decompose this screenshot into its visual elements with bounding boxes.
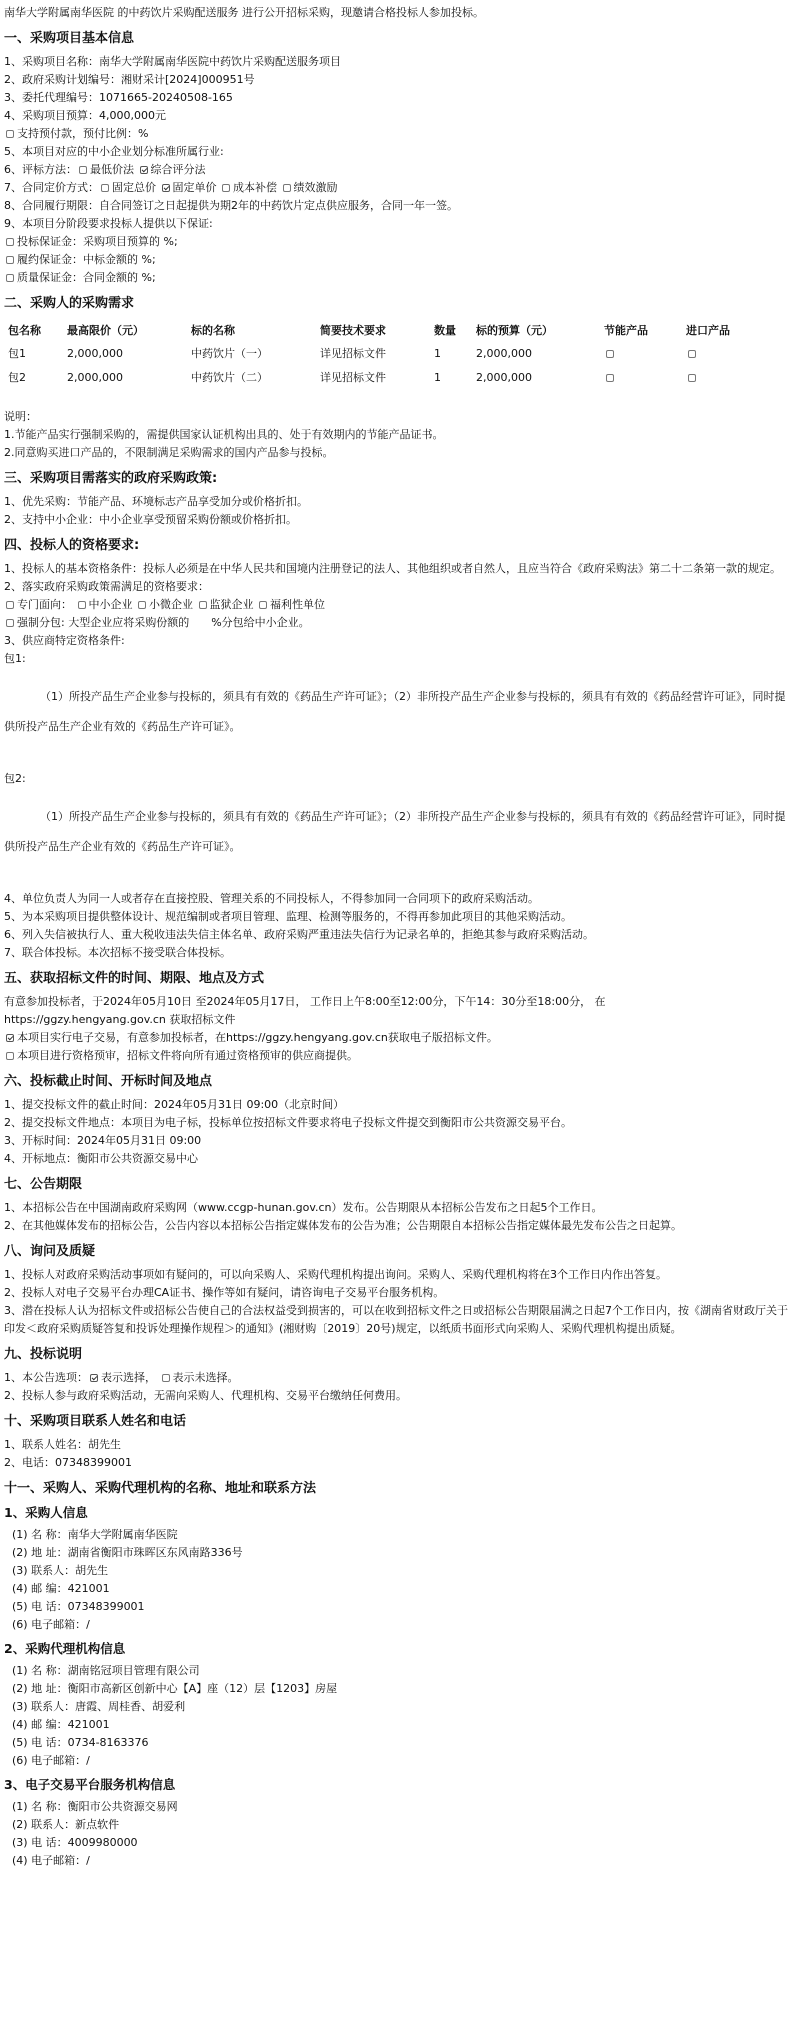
imported-cell (682, 366, 750, 390)
special-target-label: 专门面向： (17, 598, 72, 611)
prequalification-label: 本项目进行资格预审，招标文件将向所有通过资格预审的供应商提供。 (17, 1049, 358, 1062)
performance-guarantee-checkbox (6, 256, 14, 264)
pricing-method-label: 7、合同定价方式： (4, 181, 99, 194)
fixed-total-label: 固定总价 (112, 181, 156, 194)
table-cell: 详见招标文件 (320, 371, 386, 384)
opening-time: 3、开标时间：2024年05月31日 09:00 (4, 1134, 202, 1147)
qualification-6: 6、列入失信被执行人、重大税收违法失信主体名单、政府采购严重违法失信行为记录名单的，拒绝其参与政府采购活动。 (4, 928, 594, 941)
policy-priority: 1、优先采购：节能产品、环境标志产品享受加分或价格折扣。 (4, 495, 308, 508)
package-1-label: 包1: (4, 652, 26, 665)
quality-guarantee-checkbox (6, 274, 14, 282)
fixed-total-checkbox (101, 184, 109, 192)
table-cell: 2,000,000 (67, 347, 123, 360)
legend-unselected-label: 表示未选择。 (172, 1371, 239, 1384)
purchaser-info (4, 1526, 796, 1634)
col-header: 节能产品 (604, 324, 648, 337)
section-9-title: 九、投标说明 (4, 1347, 83, 1362)
platform-contact: (2) 联系人：新点软件 (12, 1818, 120, 1831)
prepayment-checkbox (6, 130, 14, 138)
section-8-title: 八、询问及质疑 (4, 1244, 96, 1259)
table-cell: 详见招标文件 (320, 347, 386, 360)
section-7-title: 七、公告期限 (4, 1177, 83, 1192)
quality-guarantee-line (4, 269, 796, 287)
section-11-title: 十一、采购人、采购代理机构的名称、地址和联系方法 (4, 1481, 317, 1496)
col-header: 标的名称 (191, 324, 235, 337)
bid-guarantee-checkbox (6, 238, 14, 246)
section-5-title: 五、获取招标文件的时间、期限、地点及方式 (4, 971, 265, 986)
purchaser-email: (6) 电子邮箱：/ (12, 1618, 90, 1631)
package-1-requirements: （1）所投产品生产企业参与投标的，须具有有效的《药品生产许可证》；（2）非所投产品生产企业参与投标的，须具有有效的《药品经营许可证》，同时提供所投产品生产企业有效的《药品生产许可证》。 (4, 690, 786, 733)
section-2-title: 二、采购人的采购需求 (4, 296, 135, 311)
table-cell: 中药饮片（二） (191, 371, 268, 384)
comprehensive-score-checkbox (140, 166, 148, 174)
agency-name: (1) 名 称：湖南铭冠项目管理有限公司 (12, 1664, 200, 1677)
legend-line (4, 1369, 796, 1387)
platform-phone: (3) 电 话：4009980000 (12, 1836, 138, 1849)
package-2-label: 包2: (4, 772, 26, 785)
col-header: 最高限价（元） (67, 324, 144, 337)
col-header: 进口产品 (686, 324, 730, 337)
opening-location: 4、开标地点：衡阳市公共资源交易中心 (4, 1152, 198, 1165)
bid-guarantee-label: 投标保证金：采购项目预算的 %; (17, 235, 178, 248)
col-header: 标的预算（元） (476, 324, 553, 337)
policy-sme: 2、支持中小企业：中小企业享受预留采购份额或价格折扣。 (4, 513, 297, 526)
col-header: 简要技术要求 (320, 324, 386, 337)
section-4-title: 四、投标人的资格要求: (4, 538, 140, 553)
guarantee-intro: 9、本项目分阶段要求投标人提供以下保证: (4, 217, 213, 230)
electronic-trade-checkbox (6, 1034, 14, 1042)
bid-location: 2、提交投标文件地点：本项目为电子标，投标单位按招标文件要求将电子投标文件提交到衡阳市公共资源交易平台。 (4, 1116, 572, 1129)
legend-unselected-checkbox (162, 1374, 170, 1382)
purchaser-contact: (3) 联系人：胡先生 (12, 1564, 109, 1577)
welfare-checkbox (259, 601, 267, 609)
industry-line: 5、本项目对应的中小企业划分标准所属行业: (4, 145, 224, 158)
quality-guarantee-label: 质量保证金：合同金额的 %; (17, 271, 156, 284)
energy-saving-cell (600, 366, 682, 390)
qualification-7: 7、联合体投标。本次招标不接受联合体投标。 (4, 946, 231, 959)
micro-checkbox (138, 601, 146, 609)
eval-method-label: 6、评标方法： (4, 163, 77, 176)
platform-name: (1) 名 称：衡阳市公共资源交易网 (12, 1800, 178, 1813)
bid-guarantee-line (4, 233, 796, 251)
contact-name: 1、联系人姓名：胡先生 (4, 1438, 121, 1451)
prequalification-line (4, 1047, 796, 1065)
contact-phone: 2、电话：07348399001 (4, 1456, 132, 1469)
platform-info-title: 3、电子交易平台服务机构信息 (4, 1777, 176, 1792)
table-cell: 2,000,000 (476, 371, 532, 384)
table-header-row (4, 319, 750, 342)
imported-checkbox (688, 374, 696, 382)
sme-checkbox (78, 601, 86, 609)
special-target-checkbox (6, 601, 14, 609)
policy-qualification: 2、落实政府采购政策需满足的资格要求： (4, 580, 209, 593)
inquiry-2: 2、投标人对电子交易平台办理CA证书、操作等如有疑问，请咨询电子交易平台服务机构。 (4, 1286, 445, 1299)
purchaser-info-title: 1、采购人信息 (4, 1505, 88, 1520)
project-name: 1、采购项目名称：南华大学附属南华医院中药饮片采购配送服务项目 (4, 55, 341, 68)
lowest-price-label: 最低价法 (90, 163, 134, 176)
performance-guarantee-line (4, 251, 796, 269)
qualification-5: 5、为本采购项目提供整体设计、规范编制或者项目管理、监理、检测等服务的，不得再参加此项目的其他采购活动。 (4, 910, 572, 923)
imported-cell (682, 342, 750, 366)
table-cell: 包1 (8, 347, 26, 360)
table-cell: 2,000,000 (476, 347, 532, 360)
pricing-method-line (4, 179, 796, 197)
plan-number: 2、政府采购计划编号：湘财采计[2024]000951号 (4, 73, 255, 86)
requirements-table (4, 319, 750, 390)
doc-period: 有意参加投标者，于2024年05月10日 至2024年05月17日， 工作日上午8:00至12:00分，下午14：30分至18:00分， 在 (4, 995, 606, 1008)
prepayment-label: 支持预付款，预付比例：% (17, 127, 149, 140)
electronic-trade-line (4, 1029, 796, 1047)
platform-info (4, 1798, 796, 1870)
purchaser-address: (2) 地 址：湖南省衡阳市珠晖区东风南路336号 (12, 1546, 243, 1559)
legend-prefix: 1、本公告选项： (4, 1371, 88, 1384)
col-header: 数量 (434, 324, 456, 337)
table-cell: 包2 (8, 371, 26, 384)
sme-label: 中小企业 (88, 598, 133, 611)
performance-label: 绩效激励 (293, 181, 338, 194)
agency-postcode: (4) 邮 编：421001 (12, 1718, 110, 1731)
prison-checkbox (199, 601, 207, 609)
prison-label: 监狱企业 (209, 598, 254, 611)
section-1-title: 一、采购项目基本信息 (4, 31, 135, 46)
intro-text: 南华大学附属南华医院 的中药饮片采购配送服务 进行公开招标采购，现邀请合格投标人参加投标。 (4, 6, 484, 19)
note-energy: 1.节能产品实行强制采购的，需提供国家认证机构出具的、处于有效期内的节能产品证书。 (4, 428, 444, 441)
prequalification-checkbox (6, 1052, 14, 1060)
cost-comp-label: 成本补偿 (233, 181, 277, 194)
agency-phone: (5) 电 话：0734-8163376 (12, 1736, 149, 1749)
purchaser-phone: (5) 电 话：07348399001 (12, 1600, 145, 1613)
imported-checkbox (688, 350, 696, 358)
energy-saving-checkbox (606, 374, 614, 382)
inquiry-3: 3、潜在投标人认为招标文件或招标公告使自己的合法权益受到损害的，可以在收到招标文件之日或招标公告期限届满之日起7个工作日内，按《湖南省财政厅关于印发＜政府采购质疑答复和投诉处理操作规程＞的通知》(湘财购〔2019〕20号)规定，以纸质书面形式向采购人、采购代理机构提出质疑。 (4, 1304, 788, 1335)
agency-info (4, 1662, 796, 1770)
energy-saving-checkbox (606, 350, 614, 358)
fixed-unit-label: 固定单价 (172, 181, 217, 194)
eval-method-line (4, 161, 796, 179)
col-header: 包名称 (8, 324, 41, 337)
table-cell: 1 (434, 347, 441, 360)
note-title: 说明： (4, 410, 37, 423)
note-import: 2.同意购买进口产品的，不限制满足采购需求的国内产品参与投标。 (4, 446, 334, 459)
table-cell: 中药饮片（一） (191, 347, 268, 360)
platform-email: (4) 电子邮箱：/ (12, 1854, 90, 1867)
special-target-line (4, 596, 796, 614)
basic-qualification: 1、投标人的基本资格条件：投标人必须是在中华人民共和国境内注册登记的法人、其他组织或者自然人，且应当符合《政府采购法》第二十二条第一款的规定。 (4, 562, 781, 575)
notice-period-1: 1、本招标公告在中国湖南政府采购网（www.ccgp-hunan.gov.cn）发布。公告期限从本招标公告发布之日起5个工作日。 (4, 1201, 603, 1214)
agency-contact: (3) 联系人：唐霞、周桂香、胡爱利 (12, 1700, 186, 1713)
legend-selected-label: 表示选择， (101, 1371, 156, 1384)
fixed-unit-checkbox (162, 184, 170, 192)
electronic-trade-label: 本项目实行电子交易，有意参加投标者，在https://ggzy.hengyang.gov.cn获取电子版招标文件。 (17, 1031, 498, 1044)
section-6-title: 六、投标截止时间、开标时间及地点 (4, 1074, 213, 1089)
agency-number: 3、委托代理编号：1071665-20240508-165 (4, 91, 233, 104)
prepayment-line (4, 125, 796, 143)
section-10-title: 十、采购项目联系人姓名和电话 (4, 1414, 187, 1429)
doc-url: https://ggzy.hengyang.gov.cn 获取招标文件 (4, 1013, 236, 1026)
table-row (4, 366, 750, 390)
table-row (4, 342, 750, 366)
notice-period-2: 2、在其他媒体发布的招标公告，公告内容以本招标公告指定媒体发布的公告为准；公告期限自本招标公告指定媒体最先发布公告之日起算。 (4, 1219, 682, 1232)
performance-checkbox (283, 184, 291, 192)
agency-email: (6) 电子邮箱：/ (12, 1754, 90, 1767)
agency-info-title: 2、采购代理机构信息 (4, 1641, 126, 1656)
bid-deadline: 1、提交投标文件的截止时间：2024年05月31日 09:00（北京时间） (4, 1098, 345, 1111)
table-cell: 2,000,000 (67, 371, 123, 384)
package-2-requirements: （1）所投产品生产企业参与投标的，须具有有效的《药品生产许可证》；（2）非所投产品生产企业参与投标的，须具有有效的《药品经营许可证》，同时提供所投产品生产企业有效的《药品生产许可证》。 (4, 810, 786, 853)
comprehensive-score-label: 综合评分法 (150, 163, 206, 176)
contract-period: 8、合同履行期限：自合同签订之日起提供为期2年的中药饮片定点供应服务，合同一年一签。 (4, 199, 458, 212)
forced-subcontract-checkbox (6, 619, 14, 627)
specific-qualification: 3、供应商特定资格条件: (4, 634, 125, 647)
no-fee-note: 2、投标人参与政府采购活动，无需向采购人、代理机构、交易平台缴纳任何费用。 (4, 1389, 407, 1402)
purchaser-name: (1) 名 称：南华大学附属南华医院 (12, 1528, 178, 1541)
inquiry-1: 1、投标人对政府采购活动事项如有疑问的，可以向采购人、采购代理机构提出询问。采购人、采购代理机构将在3个工作日内作出答复。 (4, 1268, 667, 1281)
forced-subcontract-label: 强制分包: 大型企业应将采购份额的 %分包给中小企业。 (17, 616, 310, 629)
project-budget: 4、采购项目预算：4,000,000元 (4, 109, 166, 122)
welfare-label: 福利性单位 (270, 598, 325, 611)
purchaser-postcode: (4) 邮 编：421001 (12, 1582, 110, 1595)
forced-subcontract-line (4, 614, 796, 632)
table-cell: 1 (434, 371, 441, 384)
lowest-price-checkbox (79, 166, 87, 174)
section-3-title: 三、采购项目需落实的政府采购政策: (4, 471, 218, 486)
agency-address: (2) 地 址：衡阳市高新区创新中心【A】座（12）层【1203】房屋 (12, 1682, 338, 1695)
energy-saving-cell (600, 342, 682, 366)
qualification-4: 4、单位负责人为同一人或者存在直接控股、管理关系的不同投标人，不得参加同一合同项下的政府采购活动。 (4, 892, 539, 905)
micro-label: 小微企业 (149, 598, 193, 611)
cost-comp-checkbox (222, 184, 230, 192)
legend-selected-checkbox (90, 1374, 98, 1382)
performance-guarantee-label: 履约保证金：中标金额的 %; (17, 253, 156, 266)
